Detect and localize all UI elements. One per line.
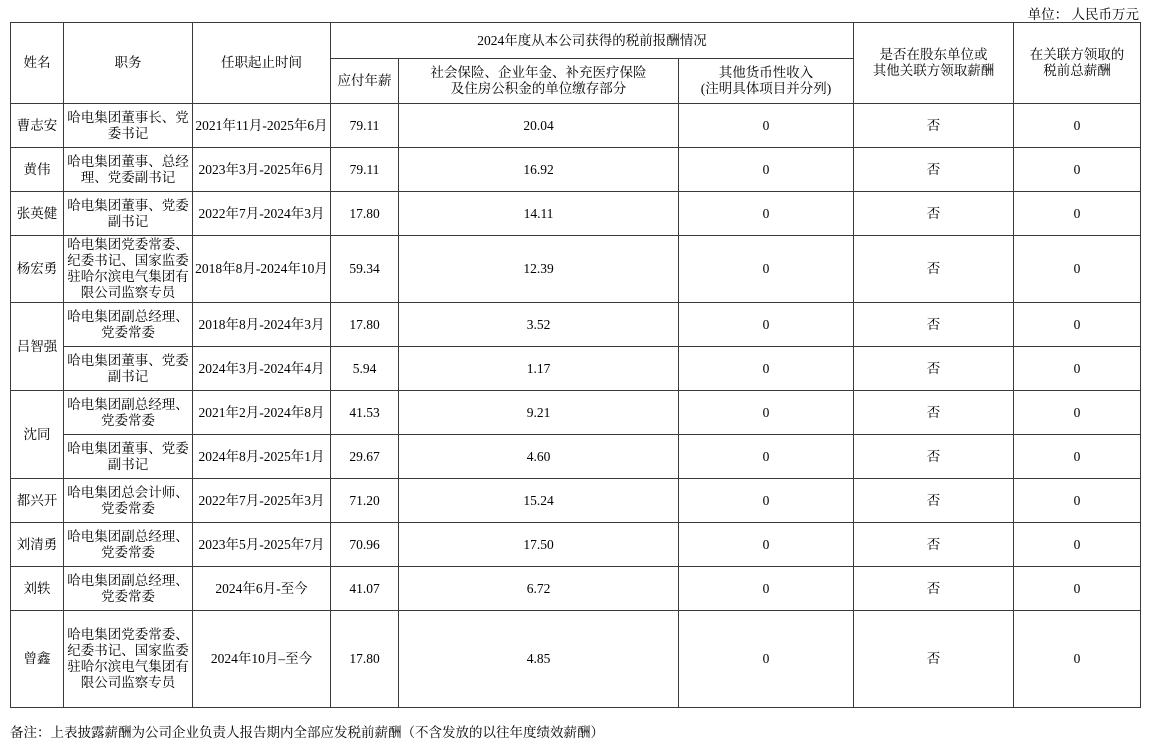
table-row — [11, 435, 1141, 479]
cell-shareholder: 否 — [854, 347, 1014, 391]
cell-insurance: 12.39 — [399, 236, 679, 303]
cell-shareholder: 否 — [854, 236, 1014, 303]
col-header-related-line2: 税前总薪酬 — [1043, 63, 1111, 78]
cell-term: 2021年11月-2025年6月 — [193, 104, 331, 148]
cell-insurance: 3.52 — [399, 303, 679, 347]
col-header-insurance-line1: 社会保险、企业年金、补充医疗保险 — [430, 65, 647, 80]
cell-term: 2023年5月-2025年7月 — [193, 523, 331, 567]
cell-shareholder: 否 — [854, 192, 1014, 236]
cell-position: 哈电集团董事、党委副书记 — [64, 192, 193, 236]
cell-position: 哈电集团副总经理、党委常委 — [64, 567, 193, 611]
col-header-salary: 应付年薪 — [331, 59, 399, 104]
cell-insurance: 4.85 — [399, 611, 679, 708]
cell-salary: 59.34 — [331, 236, 399, 303]
table-row — [11, 347, 1141, 391]
table-row — [11, 567, 1141, 611]
col-header-other-income-line2: (注明具体项目并分列) — [700, 81, 832, 96]
cell-salary: 29.67 — [331, 435, 399, 479]
cell-term: 2018年8月-2024年3月 — [193, 303, 331, 347]
cell-insurance: 14.11 — [399, 192, 679, 236]
col-header-shareholder-pay — [854, 23, 1014, 104]
col-header-shareholder-line1: 是否在股东单位或 — [879, 47, 988, 62]
cell-position: 哈电集团副总经理、党委常委 — [64, 391, 193, 435]
table-row — [11, 479, 1141, 523]
col-header-position: 职务 — [64, 23, 193, 104]
table-row — [11, 391, 1141, 435]
cell-position: 哈电集团党委常委、纪委书记、国家监委驻哈尔滨电气集团有限公司监察专员 — [64, 611, 193, 708]
cell-related-total: 0 — [1014, 611, 1141, 708]
col-header-other-income — [679, 59, 854, 104]
cell-other-income: 0 — [679, 347, 854, 391]
col-header-insurance-line2: 及住房公积金的单位缴存部分 — [450, 81, 627, 96]
cell-related-total: 0 — [1014, 347, 1141, 391]
col-header-related-total — [1014, 23, 1141, 104]
header-row-1 — [11, 23, 1141, 59]
cell-insurance: 4.60 — [399, 435, 679, 479]
cell-shareholder: 否 — [854, 567, 1014, 611]
cell-term: 2023年3月-2025年6月 — [193, 148, 331, 192]
col-header-shareholder-line2: 其他关联方领取薪酬 — [872, 63, 995, 78]
table-row — [11, 192, 1141, 236]
cell-salary: 5.94 — [331, 347, 399, 391]
unit-label: 单位： 人民币万元 — [1027, 7, 1139, 22]
cell-other-income: 0 — [679, 148, 854, 192]
cell-insurance: 16.92 — [399, 148, 679, 192]
col-header-related-line1: 在关联方领取的 — [1029, 47, 1125, 62]
cell-shareholder: 否 — [854, 435, 1014, 479]
cell-position: 哈电集团总会计师、党委常委 — [64, 479, 193, 523]
cell-shareholder: 否 — [854, 148, 1014, 192]
cell-related-total: 0 — [1014, 479, 1141, 523]
cell-other-income: 0 — [679, 391, 854, 435]
cell-shareholder: 否 — [854, 523, 1014, 567]
cell-shareholder: 否 — [854, 479, 1014, 523]
cell-term: 2024年3月-2024年4月 — [193, 347, 331, 391]
cell-name: 刘清勇 — [11, 523, 64, 567]
compensation-table — [10, 22, 1141, 708]
footnote: 备注：上表披露薪酬为公司企业负责人报告期内全部应发税前薪酬（不含发放的以往年度绩效薪酬） — [10, 725, 604, 740]
cell-other-income: 0 — [679, 236, 854, 303]
cell-other-income: 0 — [679, 567, 854, 611]
cell-name: 张英健 — [11, 192, 64, 236]
cell-related-total: 0 — [1014, 104, 1141, 148]
cell-shareholder: 否 — [854, 611, 1014, 708]
cell-insurance: 17.50 — [399, 523, 679, 567]
table-row — [11, 148, 1141, 192]
cell-term: 2024年8月-2025年1月 — [193, 435, 331, 479]
cell-name: 黄伟 — [11, 148, 64, 192]
cell-insurance: 1.17 — [399, 347, 679, 391]
cell-related-total: 0 — [1014, 435, 1141, 479]
cell-name: 都兴开 — [11, 479, 64, 523]
table-row — [11, 523, 1141, 567]
cell-other-income: 0 — [679, 479, 854, 523]
cell-name: 吕智强 — [11, 303, 64, 391]
cell-shareholder: 否 — [854, 104, 1014, 148]
cell-salary: 70.96 — [331, 523, 399, 567]
cell-name: 刘轶 — [11, 567, 64, 611]
cell-term: 2024年6月-至今 — [193, 567, 331, 611]
cell-insurance: 6.72 — [399, 567, 679, 611]
col-header-insurance — [399, 59, 679, 104]
table-row — [11, 303, 1141, 347]
cell-salary: 79.11 — [331, 104, 399, 148]
cell-other-income: 0 — [679, 303, 854, 347]
cell-other-income: 0 — [679, 611, 854, 708]
col-header-comp-group: 2024年度从本公司获得的税前报酬情况 — [331, 23, 854, 59]
cell-other-income: 0 — [679, 435, 854, 479]
cell-related-total: 0 — [1014, 236, 1141, 303]
cell-other-income: 0 — [679, 104, 854, 148]
table-row — [11, 104, 1141, 148]
cell-salary: 17.80 — [331, 611, 399, 708]
cell-other-income: 0 — [679, 192, 854, 236]
table-row — [11, 236, 1141, 303]
cell-related-total: 0 — [1014, 148, 1141, 192]
col-header-name: 姓名 — [11, 23, 64, 104]
cell-term: 2024年10月–至今 — [193, 611, 331, 708]
cell-salary: 17.80 — [331, 303, 399, 347]
cell-insurance: 20.04 — [399, 104, 679, 148]
cell-shareholder: 否 — [854, 303, 1014, 347]
cell-related-total: 0 — [1014, 523, 1141, 567]
cell-position: 哈电集团董事、党委副书记 — [64, 435, 193, 479]
col-header-term: 任职起止时间 — [193, 23, 331, 104]
cell-position: 哈电集团董事、总经理、党委副书记 — [64, 148, 193, 192]
cell-name: 曹志安 — [11, 104, 64, 148]
cell-position: 哈电集团副总经理、党委常委 — [64, 523, 193, 567]
table-row — [11, 611, 1141, 708]
cell-related-total: 0 — [1014, 567, 1141, 611]
cell-insurance: 9.21 — [399, 391, 679, 435]
cell-shareholder: 否 — [854, 391, 1014, 435]
cell-insurance: 15.24 — [399, 479, 679, 523]
cell-term: 2018年8月-2024年10月 — [193, 236, 331, 303]
cell-term: 2021年2月-2024年8月 — [193, 391, 331, 435]
cell-salary: 71.20 — [331, 479, 399, 523]
cell-term: 2022年7月-2025年3月 — [193, 479, 331, 523]
cell-salary: 41.53 — [331, 391, 399, 435]
cell-related-total: 0 — [1014, 391, 1141, 435]
cell-position: 哈电集团董事、党委副书记 — [64, 347, 193, 391]
cell-position: 哈电集团副总经理、党委常委 — [64, 303, 193, 347]
cell-position: 哈电集团董事长、党委书记 — [64, 104, 193, 148]
cell-name: 杨宏勇 — [11, 236, 64, 303]
cell-salary: 41.07 — [331, 567, 399, 611]
cell-position: 哈电集团党委常委、纪委书记、国家监委驻哈尔滨电气集团有限公司监察专员 — [64, 236, 193, 303]
cell-salary: 17.80 — [331, 192, 399, 236]
cell-salary: 79.11 — [331, 148, 399, 192]
cell-other-income: 0 — [679, 523, 854, 567]
cell-related-total: 0 — [1014, 303, 1141, 347]
cell-term: 2022年7月-2024年3月 — [193, 192, 331, 236]
col-header-other-income-line1: 其他货币性收入 — [718, 65, 814, 80]
cell-name: 曾鑫 — [11, 611, 64, 708]
cell-name: 沈同 — [11, 391, 64, 479]
cell-related-total: 0 — [1014, 192, 1141, 236]
